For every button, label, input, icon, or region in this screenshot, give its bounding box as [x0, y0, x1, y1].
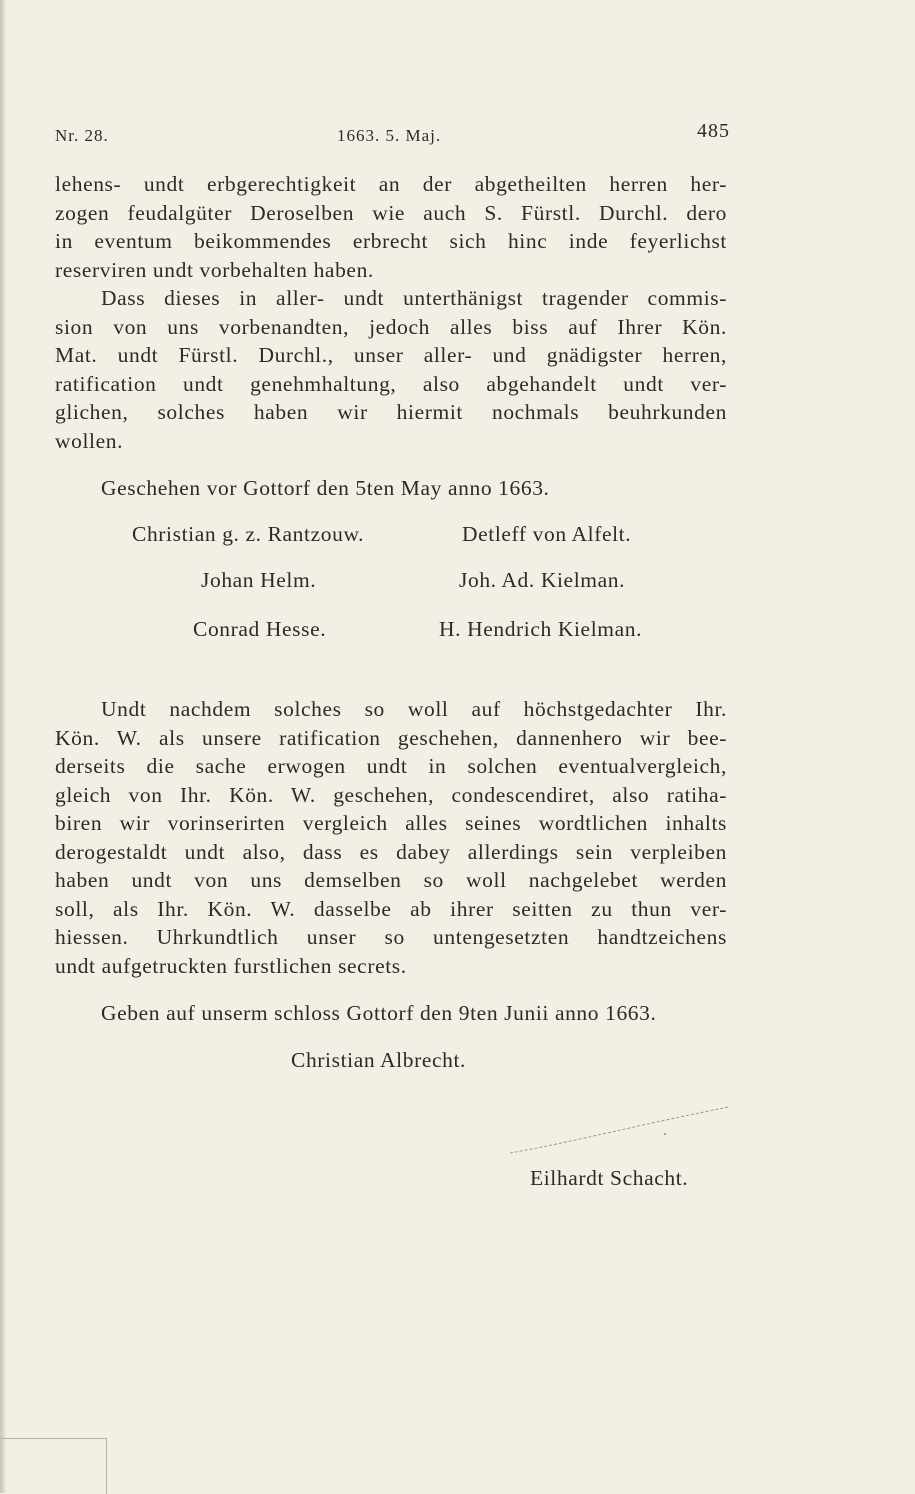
signature-eilhardt-schacht: Eilhardt Schacht.: [530, 1166, 689, 1190]
text-line: reserviren undt vorbehalten haben.: [55, 257, 374, 282]
text-line: haben undt von uns demselben so woll nachgelebet werden: [55, 868, 727, 892]
running-header: [55, 120, 735, 150]
text-line: derseits die sache erwogen undt in solchen eventualvergleich,: [55, 754, 727, 778]
text-line: Kön. W. als unsere ratification geschehen, dannenhero wir bee-: [55, 725, 727, 750]
page-edge-shadow: [0, 0, 6, 1493]
text-line: in eventum beikommendes erbrecht sich hinc inde feyerlichst: [55, 229, 727, 253]
signatory: Joh. Ad. Kielman.: [459, 568, 626, 592]
text-line: Mat. undt Fürstl. Durchl., unser aller- und gnädigster herren,: [55, 343, 727, 367]
text-line: ratification undt genehmhaltung, also abgehandelt undt ver-: [55, 371, 727, 396]
dateline-1: Geschehen vor Gottorf den 5ten May anno 1663.: [101, 476, 550, 500]
corner-mark: [0, 1438, 107, 1494]
signatory: Christian g. z. Rantzouw.: [132, 522, 365, 546]
signature-christian-albrecht: Christian Albrecht.: [291, 1048, 467, 1072]
document-date: 1663. 5. Maj.: [337, 126, 442, 145]
signatory: Johan Helm.: [201, 568, 317, 592]
text-line: undt aufgetruckten furstlichen secrets.: [55, 953, 407, 978]
paragraph-1: [55, 170, 727, 284]
text-line: sion von uns vorbenandten, jedoch alles biss auf Ihrer Kön.: [55, 314, 727, 339]
text-line: derogestaldt undt also, dass es dabey allerdings sein verpleiben: [55, 839, 727, 864]
signatory: Conrad Hesse.: [193, 617, 327, 641]
text-line: wollen.: [55, 428, 124, 453]
text-line: Dass dieses in aller- undt unterthänigst tragender commis-: [101, 286, 727, 310]
text-line: lehens- undt erbgerechtigkeit an der abgetheilten herren her-: [55, 172, 727, 196]
document-number: Nr. 28.: [55, 126, 109, 145]
page-number: 485: [697, 120, 730, 142]
text-line: hiessen. Uhrkundtlich unser so untengesetzten handtzeichens: [55, 925, 727, 949]
paragraph-2: [55, 284, 727, 455]
paragraph-3: [55, 695, 727, 980]
signature-flourish: [508, 1103, 730, 1163]
text-line: Undt nachdem solches so woll auf höchstgedachter Ihr.: [101, 697, 727, 721]
text-line: soll, als Ihr. Kön. W. dasselbe ab ihrer seitten zu thun ver-: [55, 896, 727, 921]
text-line: glichen, solches haben wir hiermit nochmals beuhrkunden: [55, 400, 727, 424]
signatory: H. Hendrich Kielman.: [439, 617, 643, 641]
text-line: biren wir vorinserirten vergleich alles seines wordtlichen inhalts: [55, 811, 727, 835]
dateline-2: Geben auf unserm schloss Gottorf den 9ten Junii anno 1663.: [101, 1001, 657, 1025]
text-line: gleich von Ihr. Kön. W. geschehen, condescendiret, also ratiha-: [55, 782, 727, 807]
signatory: Detleff von Alfelt.: [462, 522, 632, 546]
text-line: zogen feudalgüter Deroselben wie auch S. Fürstl. Durchl. dero: [55, 200, 727, 225]
